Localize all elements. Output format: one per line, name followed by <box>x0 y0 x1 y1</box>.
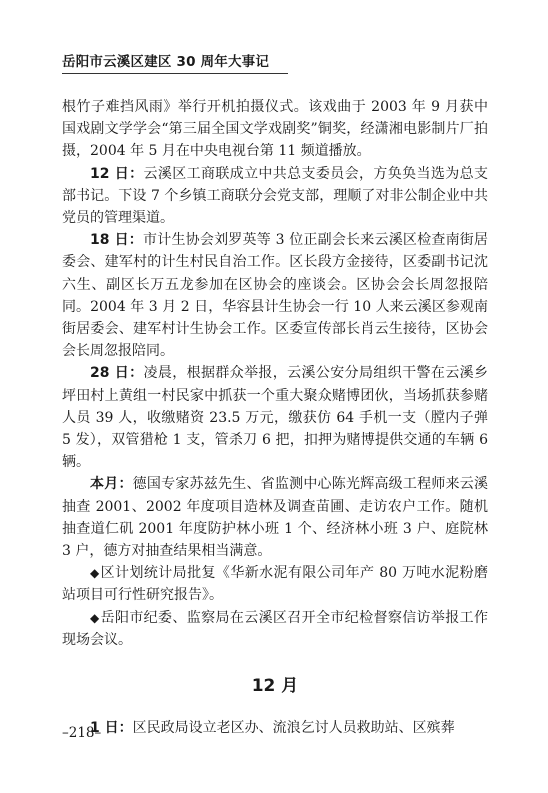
entry-text: 岳阳市纪委、监察局在云溪区召开全市纪检督察信访举报工作现场会议。 <box>62 609 488 648</box>
page-body <box>62 96 488 739</box>
entry-text: 根竹子难挡风雨》举行开机拍摄仪式。该戏曲于 2003 年 9 月获中国戏剧文学学会“第三届全国文学戏剧奖”铜奖，经潇湘电影制片厂拍摄，2004 年 5 月在中央电视台第 11 频道播放。 <box>62 99 488 160</box>
entry-18 <box>62 229 488 362</box>
entry-text: 云溪区工商联成立中共总支委员会，方奂奂当选为总支部书记。下设 7 个乡镇工商联分会党支部，理顺了对非公制企业中共党员的管理渠道。 <box>62 165 488 227</box>
entry-dec-1 <box>62 717 488 739</box>
page-number: –218– <box>62 725 102 741</box>
entry-text: 德国专家苏兹先生、省监测中心陈光辉高级工程师来云溪抽查 2001、2002 年度项目造林及调查苗圃、走访农户工作。随机抽查道仁矶 2001 年度防护林小班 1 个、经济林小班 3 户、庭院林 3 户，德方对抽查结果相当满意。 <box>62 476 489 560</box>
entry-text: 凌晨，根据群众举报，云溪公安分局组织干警在云溪乡坪田村上黄组一村民家中抓获一个重大聚众赌博团伙，当场抓获参赌人员 39 人，收缴赌资 23.5 万元，缴获仿 64 手机一支（膛内子弹 5 发），双管猎枪 1 支，管杀刀 6 把，扣押为赌博提供交通的车辆 6 辆。 <box>62 365 488 471</box>
entry-28 <box>62 362 488 473</box>
date-label: 18 日： <box>90 232 144 249</box>
diamond-bullet-icon: ◆ <box>90 566 100 581</box>
entry-bullet-1 <box>62 562 488 606</box>
entry-12 <box>62 163 488 230</box>
diamond-bullet-icon: ◆ <box>90 610 100 625</box>
entry-text: 市计生协会刘罗英等 3 位正副会长来云溪区检查南街居委会、建军村的计生村民自治工作。区长段方金接待，区委副书记沈六生、副区长万五龙参加在区协会的座谈会。区协会会长周忽报陪同。2004 年 3 月 2 日，华容县计生协会一行 10 人来云溪区参观南街居委会、建军村计生协会工作。区委宣传部长肖云生接待，区协会会长周忽报陪同。 <box>62 232 489 360</box>
entry-text: 区民政局设立老区办、流浪乞讨人员救助站、区殡葬 <box>132 720 455 737</box>
date-label: 12 日： <box>90 165 144 182</box>
date-label: 28 日： <box>90 365 144 382</box>
entry-text: 区计划统计局批复《华新水泥有限公司年产 80 万吨水泥粉磨站项目可行性研究报告》。 <box>62 565 488 604</box>
running-header: 岳阳市云溪区建区 30 周年大事记 <box>62 54 270 70</box>
month-heading: 12 月 <box>251 676 299 697</box>
date-label: 1 日： <box>90 720 133 737</box>
date-label: 本月： <box>90 476 133 493</box>
entry-bullet-2 <box>62 607 488 651</box>
header-rule <box>62 73 288 74</box>
entry-this-month <box>62 473 488 562</box>
entry-continued <box>62 96 488 163</box>
